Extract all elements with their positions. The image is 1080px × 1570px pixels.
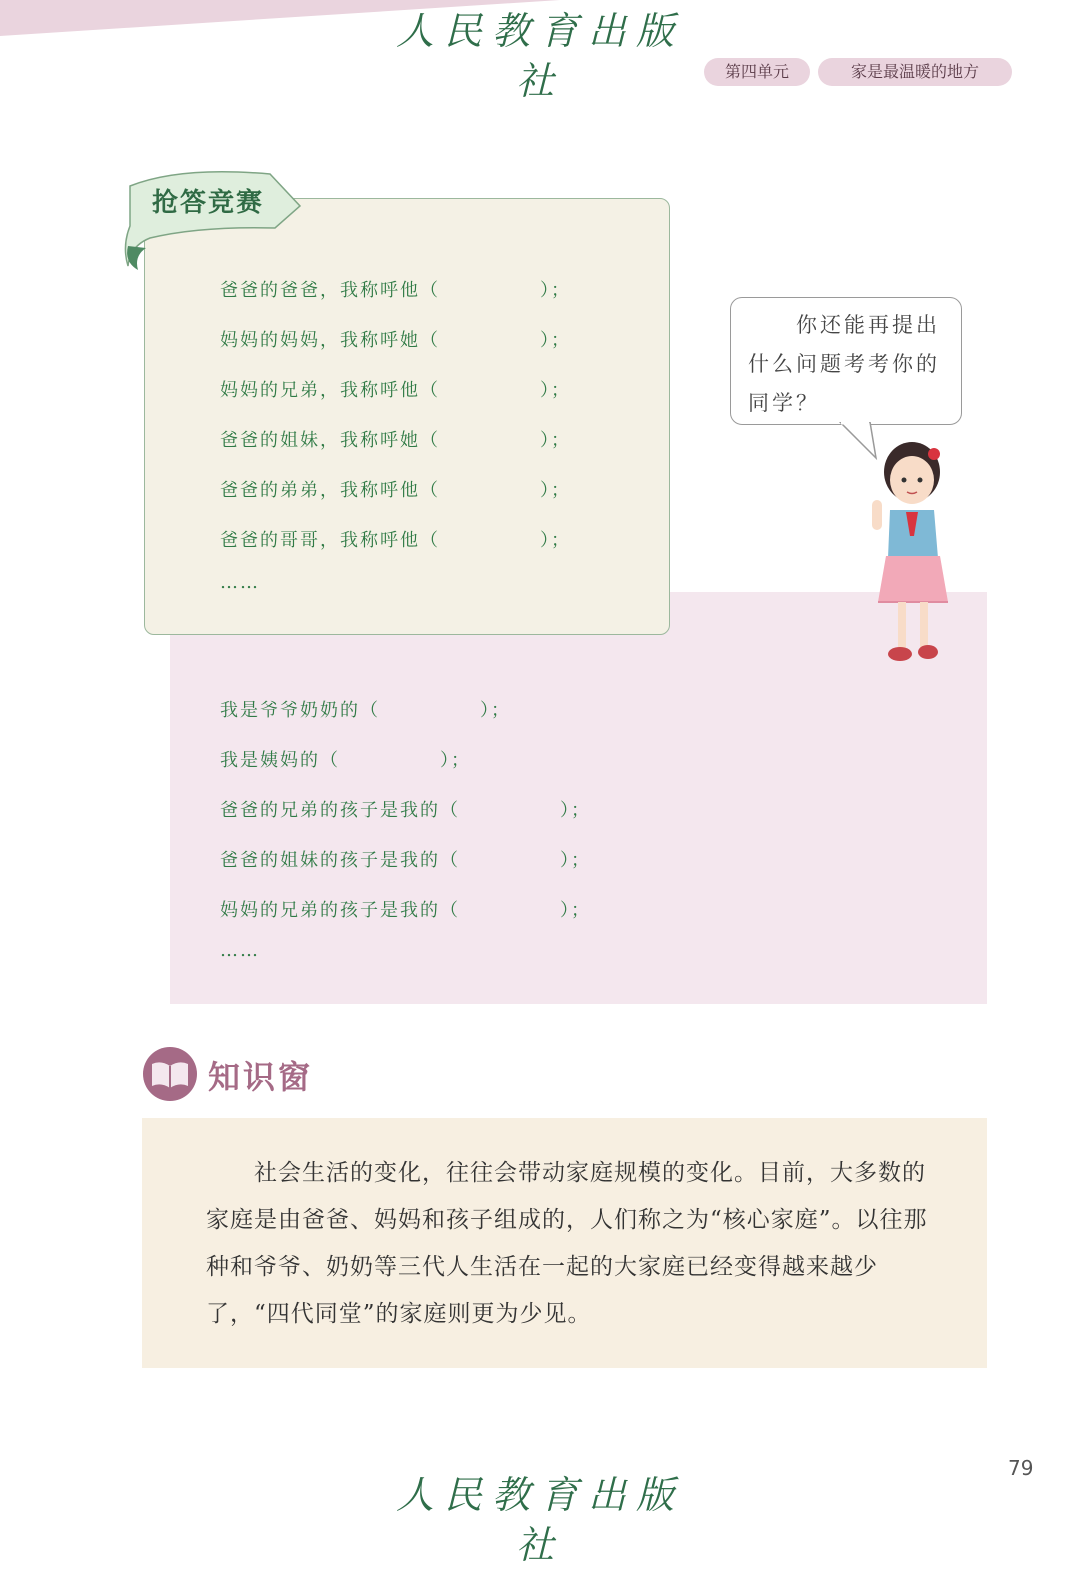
quiz-line: 爸爸的哥哥，我称呼他（ ）； bbox=[220, 530, 571, 551]
knowledge-window-text: 社会生活的变化，往往会带动家庭规模的变化。目前，大多数的家庭是由爸爸、妈妈和孩子组成的，人们称之为“核心家庭”。以往那种和爷爷、奶奶等三代人生活在一起的大家庭已经变得越来越少了，“四代同堂”的家庭则更为少见。 bbox=[206, 1160, 928, 1327]
quiz-line: 我是姨妈的（ ）； bbox=[220, 750, 471, 771]
quiz-line: 爸爸的兄弟的孩子是我的（ ）； bbox=[220, 800, 591, 821]
quiz-label: 抢答竞赛 bbox=[152, 188, 265, 218]
quiz-line: 爸爸的弟弟，我称呼他（ ）； bbox=[220, 480, 571, 501]
page-number: 79 bbox=[1008, 1456, 1034, 1480]
quiz-line: 爸爸的姐妹，我称呼她（ ）； bbox=[220, 430, 571, 451]
quiz-line: 妈妈的兄弟的孩子是我的（ ）； bbox=[220, 900, 591, 921]
quiz-line: 妈妈的妈妈，我称呼她（ ）； bbox=[220, 330, 571, 351]
quiz-line: 爸爸的爸爸，我称呼他（ ）； bbox=[220, 280, 571, 301]
unit-badge: 第四单元 bbox=[704, 58, 810, 86]
lesson-title-badge: 家是最温暖的地方 bbox=[818, 58, 1012, 86]
quiz-line: 爸爸的姐妹的孩子是我的（ ）； bbox=[220, 850, 591, 871]
quiz-line: 妈妈的兄弟，我称呼他（ ）； bbox=[220, 380, 571, 401]
quiz-ellipsis: …… bbox=[220, 572, 260, 593]
speech-text: 你还能再提出什么问题考考你的同学？ bbox=[748, 313, 940, 415]
publisher-logo-top: 人民教育出版社 bbox=[395, 9, 684, 103]
quiz-ellipsis: …… bbox=[220, 940, 260, 961]
girl-illustration bbox=[860, 440, 960, 670]
book-icon bbox=[142, 1046, 198, 1102]
knowledge-window-title: 知识窗 bbox=[208, 1058, 314, 1096]
quiz-line: 我是爷爷奶奶的（ ）； bbox=[220, 700, 511, 721]
publisher-logo-bottom: 人民教育出版社 bbox=[395, 1473, 684, 1567]
